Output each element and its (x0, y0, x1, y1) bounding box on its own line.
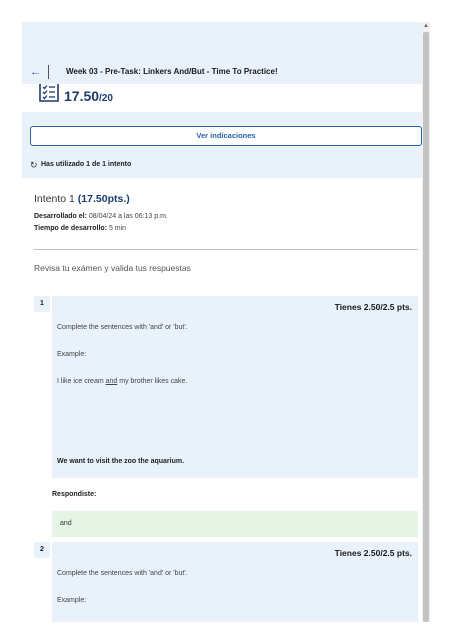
question-number: 1 (34, 296, 50, 312)
divider (34, 249, 418, 250)
question-instruction: Complete the sentences with 'and' or 'but'. (57, 570, 188, 577)
example-label: Example: (57, 597, 87, 604)
scroll-up-icon[interactable]: ▲ (423, 23, 429, 29)
example-underlined: and (105, 378, 118, 385)
arrow-left-icon[interactable]: ← (30, 66, 41, 78)
scrollbar-thumb[interactable] (423, 32, 429, 622)
checklist-icon (38, 84, 60, 104)
attempts-used-text: Has utilizado 1 de 1 intento (41, 161, 132, 168)
question-number: 2 (34, 542, 50, 558)
question-prompt: We want to visit the zoo the aquarium. (57, 458, 185, 465)
question-card (52, 542, 418, 622)
score-total: /20 (99, 93, 113, 104)
attempt-duration (34, 225, 126, 232)
scrollbar[interactable] (422, 22, 430, 622)
example-before: I like ice cream (57, 378, 106, 385)
question-score: Tienes 2.50/2.5 pts. (334, 302, 412, 312)
question-score: Tienes 2.50/2.5 pts. (334, 548, 412, 558)
developed-label: Desarrollado el: (34, 213, 87, 220)
retry-icon: ↻ (30, 160, 38, 170)
example-label: Example: (57, 351, 87, 358)
attempt-controls (22, 112, 422, 178)
score-summary (22, 84, 422, 112)
question-card (52, 296, 418, 478)
header-separator (48, 65, 49, 79)
view-instructions-button[interactable]: Ver indicaciones (30, 126, 422, 146)
browser-frame (22, 22, 430, 622)
score-number: 17.50 (64, 88, 100, 104)
time-label: Tiempo de desarrollo: (34, 225, 107, 232)
developed-value: 08/04/24 a las 06:13 p.m. (88, 213, 168, 220)
score-value (64, 88, 113, 104)
page-content (22, 22, 422, 622)
page-title: Week 03 - Pre-Task: Linkers And/But - Time To Practice! (66, 67, 278, 76)
attempt-label: Intento 1 (34, 193, 75, 205)
response-value: and (60, 520, 72, 527)
response-label: Respondiste: (52, 491, 97, 498)
question-instruction: Complete the sentences with 'and' or 'but'. (57, 324, 188, 331)
attempt-developed (34, 213, 168, 220)
response-answer (52, 511, 418, 537)
example-sentence (57, 378, 187, 385)
attempt-points: (17.50pts.) (77, 193, 130, 205)
example-after: my brother likes cake. (117, 378, 188, 385)
time-value: 5 min (108, 225, 127, 232)
review-instructions: Revisa tu exámen y valida tus respuestas (34, 263, 191, 273)
attempt-title (34, 193, 130, 205)
